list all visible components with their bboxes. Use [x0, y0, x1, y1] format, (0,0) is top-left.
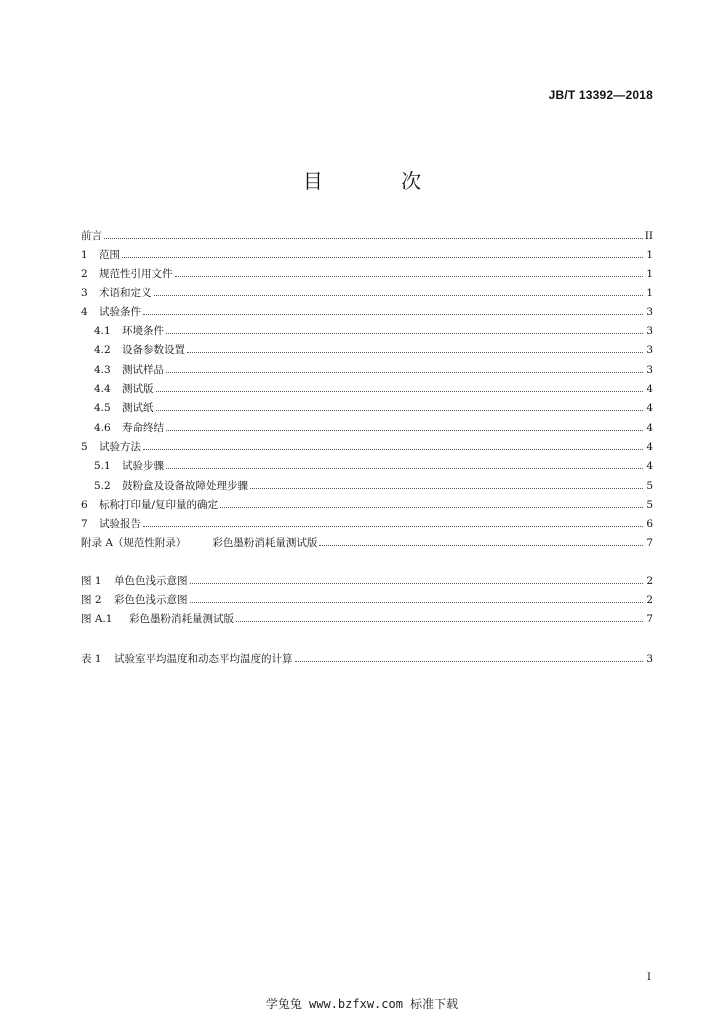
- toc-entry-number: 1: [81, 249, 88, 261]
- toc-entry-page: 3: [646, 344, 653, 356]
- toc-entry-label: 范围: [99, 249, 120, 261]
- toc-entry-page: 3: [646, 325, 653, 337]
- leader-dots: [236, 620, 643, 622]
- toc-entry-label: 彩色墨粉消耗量测试版: [212, 537, 318, 549]
- watermark-text: 学兔兔 www.bzfxw.com 标准下载: [265, 997, 459, 1011]
- toc-entry-5-2[interactable]: [81, 477, 653, 493]
- toc-entry-4-4[interactable]: [81, 380, 653, 396]
- leader-dots: [154, 294, 644, 296]
- toc-entry-4-6[interactable]: [81, 419, 653, 435]
- toc-entry-3[interactable]: [81, 284, 653, 300]
- figure-entry-page: 7: [646, 613, 653, 625]
- leader-dots: [156, 409, 644, 411]
- table-entry-number: 表 1: [81, 653, 102, 665]
- toc-entry-number: 4.4: [94, 383, 111, 395]
- toc-entry-label: 测试版: [122, 383, 154, 395]
- toc-entry-label: 测试纸: [122, 402, 154, 414]
- table-entry-page: 3: [646, 653, 653, 665]
- toc-entry-label: 试验方法: [99, 441, 141, 453]
- leader-dots: [175, 275, 644, 277]
- toc-entry-page: 1: [646, 249, 653, 261]
- toc-entry-number: 5.2: [94, 480, 111, 492]
- toc-entry-number: 4.6: [94, 422, 111, 434]
- toc-entry-4-2[interactable]: [81, 341, 653, 357]
- leader-dots: [143, 448, 643, 450]
- toc-entry-4-1[interactable]: [81, 322, 653, 338]
- toc-entry-number: 4.3: [94, 364, 111, 376]
- toc-entry-label: 测试样品: [122, 364, 164, 376]
- toc-entry-4[interactable]: [81, 303, 653, 319]
- toc-entry-page: 4: [646, 422, 653, 434]
- figure-entry-number: 图 A.1: [81, 613, 113, 625]
- toc-entry-1[interactable]: [81, 246, 653, 262]
- standard-number: JB/T 13392—2018: [548, 88, 653, 102]
- toc-entry-page: 5: [646, 499, 653, 511]
- leader-dots: [190, 582, 644, 584]
- leader-dots: [190, 601, 644, 603]
- toc-entry-label: 鼓粉盒及设备故障处理步骤: [122, 480, 248, 492]
- toc-entry-number: 7: [81, 518, 88, 530]
- toc-entry-5-1[interactable]: [81, 457, 653, 473]
- toc-entry-page: 4: [646, 402, 653, 414]
- toc-entry-page: 1: [646, 268, 653, 280]
- leader-dots: [143, 313, 643, 315]
- toc-entry-number: 4.5: [94, 402, 111, 414]
- toc-entry-number: 5: [81, 441, 88, 453]
- toc-entry-label: 前言: [81, 230, 102, 242]
- toc-entry-number: 6: [81, 499, 88, 511]
- toc-entry-4-5[interactable]: [81, 399, 653, 415]
- page-number: I: [647, 972, 651, 983]
- toc-entry-page: 4: [646, 460, 653, 472]
- toc-entry-5[interactable]: [81, 438, 653, 454]
- leader-dots: [220, 506, 643, 508]
- figure-entry-2[interactable]: [81, 591, 653, 607]
- figure-entry-label: 单色色浅示意图: [114, 575, 188, 587]
- toc-entry-7[interactable]: [81, 515, 653, 531]
- figure-entry-1[interactable]: [81, 572, 653, 588]
- toc-entry-number: 5.1: [94, 460, 111, 472]
- toc-entry-label: 试验条件: [99, 306, 141, 318]
- toc-entry-page: 7: [646, 537, 653, 549]
- leader-dots: [166, 371, 643, 373]
- toc-entry-label: 设备参数设置: [122, 344, 185, 356]
- leader-dots: [104, 237, 643, 239]
- leader-dots: [187, 351, 643, 353]
- leader-dots: [166, 467, 643, 469]
- table-entry-label: 试验室平均温度和动态平均温度的计算: [114, 653, 293, 665]
- leader-dots: [319, 544, 643, 546]
- toc-entry-label: 试验报告: [99, 518, 141, 530]
- leader-dots: [250, 487, 643, 489]
- toc-entry-number: 4.2: [94, 344, 111, 356]
- leader-dots: [295, 660, 644, 662]
- leader-dots: [143, 525, 643, 527]
- figure-entry-page: 2: [646, 575, 653, 587]
- toc-entry-label: 试验步骤: [122, 460, 164, 472]
- toc-entry-2[interactable]: [81, 265, 653, 281]
- toc-entry-label: 环境条件: [122, 325, 164, 337]
- toc-entry-page: 3: [646, 364, 653, 376]
- leader-dots: [166, 429, 643, 431]
- toc-entry-label: 术语和定义: [99, 287, 152, 299]
- figure-entry-label: 彩色墨粉消耗量测试版: [129, 613, 234, 625]
- toc-entry-annex-a[interactable]: [81, 534, 653, 550]
- toc-entry-number: 4.1: [94, 325, 111, 337]
- toc-entry-page: 3: [646, 306, 653, 318]
- figure-entry-page: 2: [646, 594, 653, 606]
- toc-entry-6[interactable]: [81, 496, 653, 512]
- toc-entry-page: II: [644, 230, 653, 242]
- toc-entry-number: 附录 A（规范性附录）: [81, 537, 187, 549]
- toc-entry-foreword[interactable]: [81, 227, 653, 243]
- leader-dots: [156, 390, 644, 392]
- figure-entry-number: 图 2: [81, 594, 102, 606]
- figure-entry-number: 图 1: [81, 575, 102, 587]
- toc-entry-page: 4: [646, 383, 653, 395]
- toc-entry-number: 3: [81, 287, 88, 299]
- toc-entry-label: 寿命终结: [122, 422, 164, 434]
- leader-dots: [166, 332, 643, 334]
- leader-dots: [122, 256, 643, 258]
- toc-entry-4-3[interactable]: [81, 361, 653, 377]
- figure-entry-a1[interactable]: [81, 610, 653, 626]
- toc-entry-label: 标称打印量/复印量的确定: [99, 499, 219, 511]
- toc-entry-page: 5: [646, 480, 653, 492]
- toc-entry-page: 4: [646, 441, 653, 453]
- toc-entry-page: 1: [646, 287, 653, 299]
- toc-entry-page: 6: [646, 518, 653, 530]
- toc-entry-label: 规范性引用文件: [99, 268, 173, 280]
- page-title: 目 次: [302, 169, 458, 193]
- toc-entry-number: 4: [81, 306, 88, 318]
- figure-entry-label: 彩色色浅示意图: [114, 594, 188, 606]
- toc-entry-number: 2: [81, 268, 88, 280]
- table-entry-1[interactable]: [81, 650, 653, 666]
